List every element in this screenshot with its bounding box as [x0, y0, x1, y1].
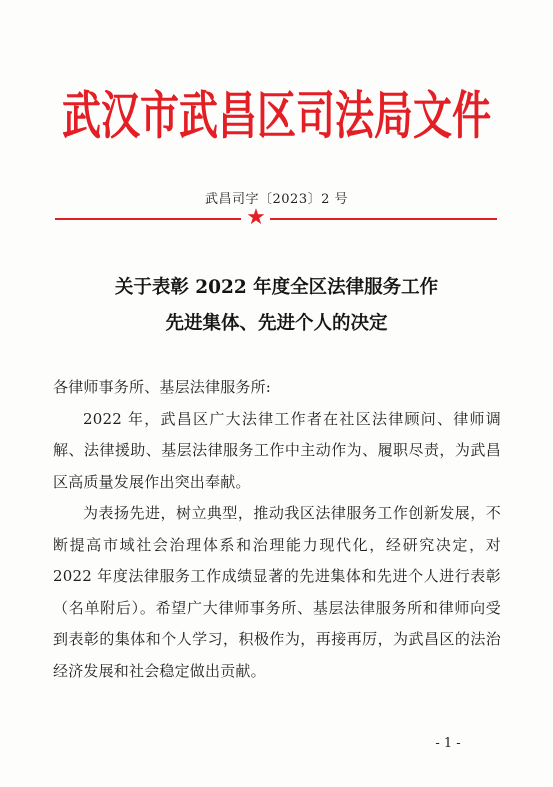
salutation: 各律师事务所、基层法律服务所: — [53, 378, 272, 396]
red-rule-left — [55, 218, 241, 220]
star-icon: ★ — [246, 205, 266, 230]
page-number: - 1 - — [435, 736, 461, 751]
heading-line-2: 先进集体、先进个人的决定 — [165, 313, 388, 334]
issuer-title: 武汉市武昌区司法局文件 — [61, 87, 491, 147]
paragraph-1: 2022 年，武昌区广大法律工作者在社区法律顾问、律师调解、法律援助、基层法律服务工作中主动作为、履职尽责，为武昌区高质量发展作出突出奉献。 — [53, 409, 501, 491]
red-rule-right — [270, 218, 497, 220]
heading-line-1: 关于表彰 2022 年度全区法律服务工作 — [114, 277, 439, 298]
document-body — [53, 372, 501, 687]
paragraph-2: 为表扬先进，树立典型，推动我区法律服务工作创新发展，不断提高市域社会治理体系和治理能力现代化，经研究决定，对 2022 年度法律服务工作成绩显著的先进集体和先进个人进行表彰（名单附后）。希望广大律师事务所、基层法律服务所和律师向受到表彰的集体和个人学习，积极作为，再接再厉，为武昌区的法治经济发展和社会稳定做出贡献。 — [53, 504, 501, 680]
document-number: 武昌司字〔2023〕2 号 — [205, 192, 348, 207]
